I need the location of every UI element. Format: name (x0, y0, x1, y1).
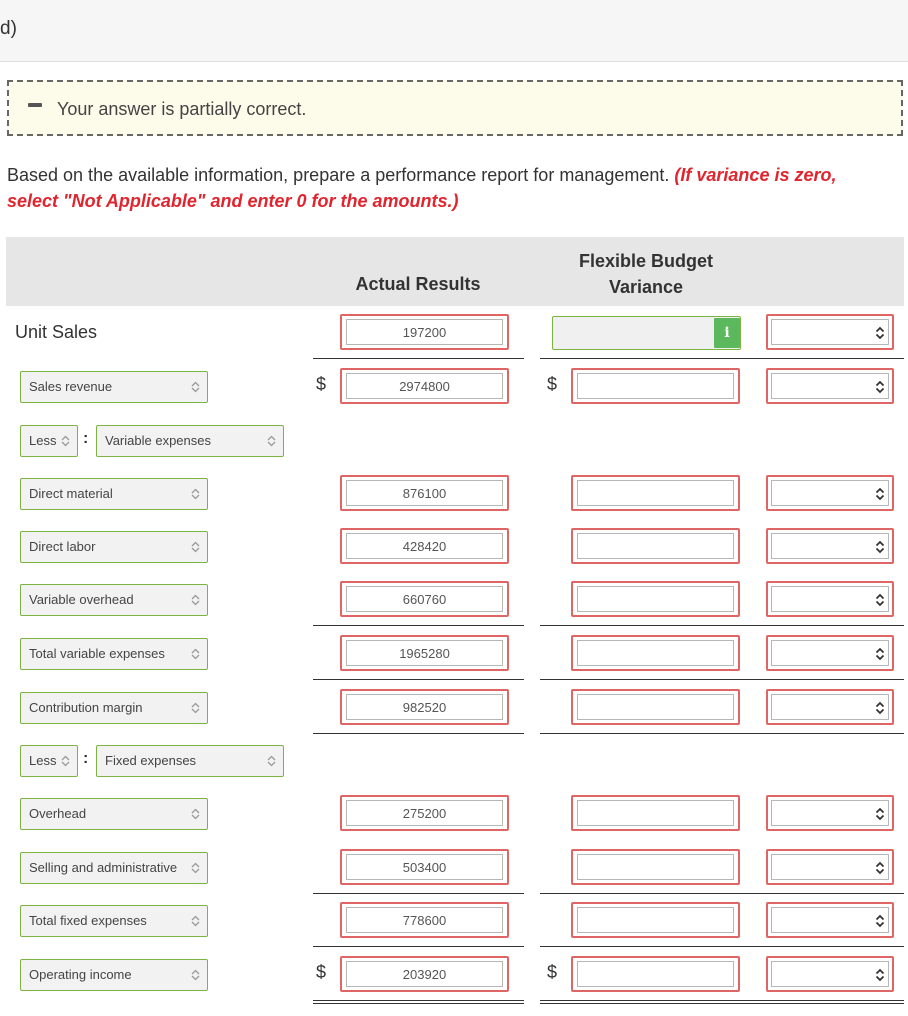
unit-sales-actual-value: 197200 (346, 319, 503, 345)
total-fixed-expenses-variance-input[interactable] (571, 902, 740, 938)
direct-labor-actual-value: 428420 (346, 533, 503, 559)
divider (313, 358, 524, 359)
chevron-updown-icon (60, 755, 71, 767)
divider (313, 893, 524, 894)
variable-overhead-select[interactable] (20, 584, 208, 616)
overhead-variance-input[interactable] (571, 795, 740, 831)
direct-material-variance-input[interactable] (571, 475, 740, 511)
operating-income-variance-input[interactable] (571, 956, 740, 992)
unit-sales-label: Unit Sales (15, 322, 98, 342)
total-fixed-expenses-actual-input[interactable] (340, 902, 509, 938)
chevron-updown-icon (190, 594, 201, 606)
sales-revenue-variance-input[interactable] (571, 368, 740, 404)
divider (313, 679, 524, 680)
direct-material-actual-value: 876100 (346, 480, 503, 506)
operating-income-actual-input[interactable] (340, 956, 509, 992)
sales-revenue-actual-value: 2974800 (346, 373, 503, 399)
chevron-updown-icon (266, 435, 277, 447)
partial-correct-icon (28, 103, 42, 107)
chevron-updown-icon (874, 968, 886, 982)
total-variable-expenses-actual-value: 1965280 (346, 640, 503, 666)
operating-income-select[interactable] (20, 959, 208, 991)
divider (540, 358, 904, 359)
direct-labor-actual-input[interactable] (340, 528, 509, 564)
direct-labor-variance-type-select[interactable] (766, 528, 894, 564)
chevron-updown-icon (190, 808, 201, 820)
contribution-margin-actual-value: 982520 (346, 694, 503, 720)
divider (540, 625, 904, 626)
chevron-updown-icon (874, 807, 886, 821)
info-icon[interactable]: i (714, 318, 740, 348)
overhead-variance-type-select[interactable] (766, 795, 894, 831)
contribution-margin-variance-input[interactable] (571, 689, 740, 725)
total-variable-expenses-variance-input[interactable] (571, 635, 740, 671)
chevron-updown-icon (874, 593, 886, 607)
flexible-budget-header-line1: Flexible Budget (578, 251, 713, 271)
divider (540, 893, 904, 894)
chevron-updown-icon (874, 701, 886, 715)
operating-income-label: Operating income (29, 967, 132, 982)
table-header (6, 237, 904, 306)
overhead-select[interactable] (20, 798, 208, 830)
divider (313, 946, 524, 947)
variable-overhead-actual-value: 660760 (346, 586, 503, 612)
variable-expenses-select[interactable] (96, 425, 284, 457)
chevron-updown-icon (874, 487, 886, 501)
divider (540, 679, 904, 680)
selling-admin-actual-input[interactable] (340, 849, 509, 885)
fixed-expenses-label: Fixed expenses (105, 753, 197, 768)
less-variable-select[interactable] (20, 425, 78, 457)
total-fixed-expenses-label: Total fixed expenses (29, 913, 147, 928)
total-variable-expenses-variance-type-select[interactable] (766, 635, 894, 671)
dollar-sign: $ (316, 962, 327, 982)
contribution-margin-variance-type-select[interactable] (766, 689, 894, 725)
feedback-banner (7, 80, 903, 136)
contribution-margin-actual-input[interactable] (340, 689, 509, 725)
chevron-updown-icon (874, 540, 886, 554)
sales-revenue-actual-input[interactable] (340, 368, 509, 404)
direct-material-label: Direct material (29, 486, 113, 501)
divider (540, 946, 904, 947)
overhead-actual-value: 275200 (346, 800, 503, 826)
sales-revenue-select[interactable] (20, 371, 208, 403)
colon-separator: : (83, 430, 89, 447)
chevron-updown-icon (190, 381, 201, 393)
chevron-updown-icon (60, 435, 71, 447)
selling-admin-variance-input[interactable] (571, 849, 740, 885)
direct-labor-label: Direct labor (29, 539, 96, 554)
actual-results-header: Actual Results (355, 274, 481, 294)
total-fixed-expenses-variance-type-select[interactable] (766, 902, 894, 938)
total-fixed-expenses-actual-value: 778600 (346, 907, 503, 933)
colon-separator: : (83, 750, 89, 767)
total-variable-expenses-actual-input[interactable] (340, 635, 509, 671)
chevron-updown-icon (874, 914, 886, 928)
chevron-updown-icon (190, 541, 201, 553)
instructions-emphasis-1: (If variance is zero, (674, 165, 837, 185)
overhead-label: Overhead (29, 806, 87, 821)
instructions (7, 162, 887, 214)
flexible-budget-header-line2: Variance (608, 277, 684, 297)
divider (540, 733, 904, 734)
instructions-text: Based on the available information, prepare a performance report for management. (7, 165, 670, 185)
variable-overhead-variance-type-select[interactable] (766, 581, 894, 617)
contribution-margin-select[interactable] (20, 692, 208, 724)
selling-admin-actual-value: 503400 (346, 854, 503, 880)
chevron-updown-icon (190, 969, 201, 981)
chevron-updown-icon (190, 648, 201, 660)
unit-sales-variance-input[interactable] (552, 316, 741, 350)
divider (313, 733, 524, 734)
instructions-emphasis-2: select "Not Applicable" and enter 0 for the amounts.) (7, 191, 459, 211)
chevron-updown-icon (874, 861, 886, 875)
chevron-updown-icon (190, 915, 201, 927)
variable-overhead-variance-input[interactable] (571, 581, 740, 617)
chevron-updown-icon (874, 647, 886, 661)
less-select-label: Less (29, 433, 57, 448)
direct-labor-select[interactable] (20, 531, 208, 563)
selling-admin-label: Selling and administrative (29, 860, 178, 875)
divider (313, 1000, 524, 1001)
fixed-expenses-select[interactable] (96, 745, 284, 777)
operating-income-variance-type-select[interactable] (766, 956, 894, 992)
direct-labor-variance-input[interactable] (571, 528, 740, 564)
contribution-margin-label: Contribution margin (29, 700, 143, 715)
selling-admin-variance-type-select[interactable] (766, 849, 894, 885)
feedback-message: Your answer is partially correct. (57, 99, 307, 119)
flexible-budget-header (566, 248, 726, 300)
direct-material-select[interactable] (20, 478, 208, 510)
direct-material-actual-input[interactable] (340, 475, 509, 511)
divider (540, 1000, 904, 1001)
less-fixed-select[interactable] (20, 745, 78, 777)
total-fixed-expenses-select[interactable] (20, 905, 208, 937)
operating-income-actual-value: 203920 (346, 961, 503, 987)
sales-revenue-variance-type-select[interactable] (766, 368, 894, 404)
double-underline (540, 1003, 904, 1004)
unit-sales-variance-type-select[interactable] (766, 314, 894, 350)
double-underline (313, 1003, 524, 1004)
top-bar (0, 0, 908, 62)
part-label: d) (0, 18, 17, 39)
selling-admin-select[interactable] (20, 852, 208, 884)
variable-overhead-label: Variable overhead (29, 592, 134, 607)
overhead-actual-input[interactable] (340, 795, 509, 831)
chevron-updown-icon (190, 862, 201, 874)
total-variable-expenses-select[interactable] (20, 638, 208, 670)
chevron-updown-icon (190, 488, 201, 500)
chevron-updown-icon (874, 380, 886, 394)
variable-overhead-actual-input[interactable] (340, 581, 509, 617)
unit-sales-actual-input[interactable] (340, 314, 509, 350)
dollar-sign: $ (547, 962, 558, 982)
total-variable-expenses-label: Total variable expenses (29, 646, 165, 661)
dollar-sign: $ (547, 374, 558, 394)
chevron-updown-icon (190, 702, 201, 714)
divider (313, 625, 524, 626)
direct-material-variance-type-select[interactable] (766, 475, 894, 511)
less-select-label: Less (29, 753, 57, 768)
chevron-updown-icon (266, 755, 277, 767)
dollar-sign: $ (316, 374, 327, 394)
variable-expenses-label: Variable expenses (105, 433, 211, 448)
chevron-updown-icon (874, 326, 886, 340)
sales-revenue-select-label: Sales revenue (29, 379, 113, 394)
